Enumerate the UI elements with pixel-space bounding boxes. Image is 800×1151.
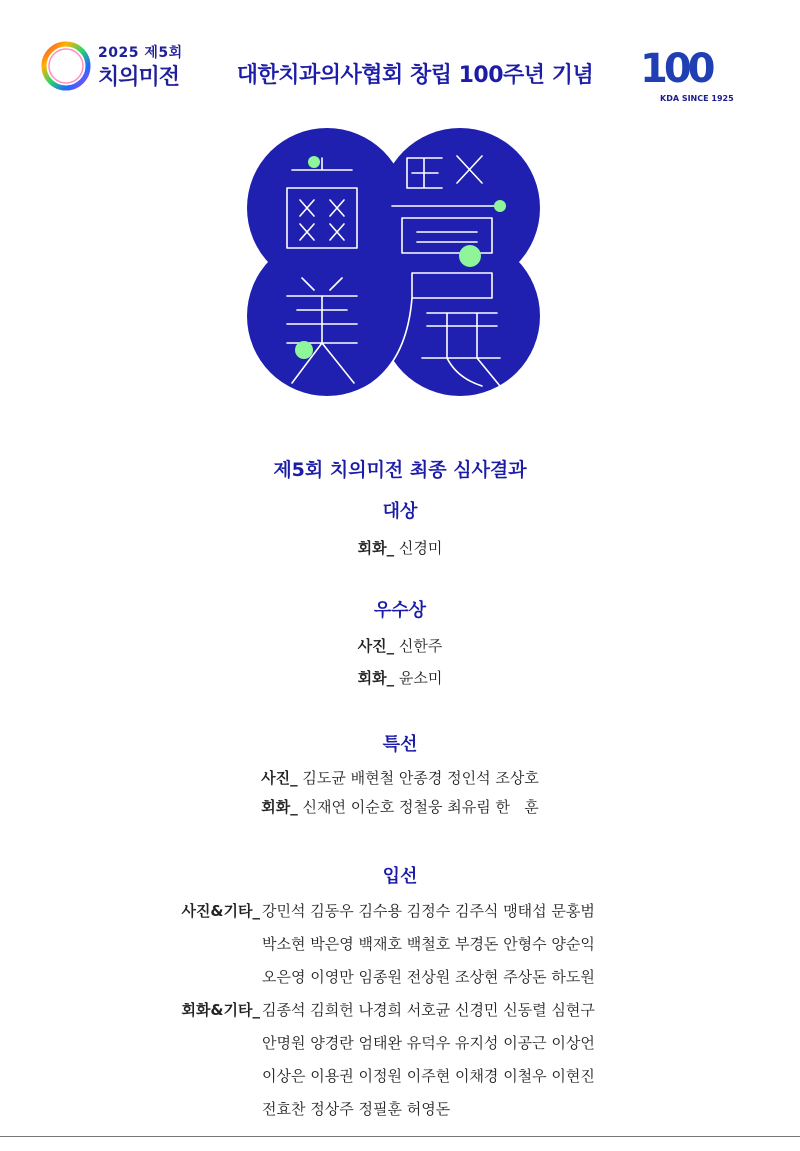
special-entry xyxy=(0,767,800,788)
selected-names-line: 오은영 이영만 임종원 전상원 조상현 주상돈 하도원 xyxy=(262,968,595,986)
bottom-divider xyxy=(0,1136,800,1137)
excellence-entry xyxy=(0,635,800,656)
selected-names-line: 이상은 이용권 이정원 이주현 이채경 이철우 이현진 xyxy=(262,1067,595,1085)
entry-category: 회화_ xyxy=(261,798,298,816)
selected-category-painting: 회화&기타_ xyxy=(181,1001,260,1019)
page-header xyxy=(0,0,800,120)
special-heading: 특선 xyxy=(382,734,418,755)
entry-category: 사진_ xyxy=(357,637,395,655)
entry-category: 회화_ xyxy=(357,669,395,687)
exhibition-logo xyxy=(38,38,188,98)
excellence-heading: 우수상 xyxy=(373,600,427,621)
logo-name: 치의미전 xyxy=(98,65,180,90)
selected-names-line: 전효찬 정상주 정필훈 허영돈 xyxy=(262,1100,451,1118)
excellence-entry xyxy=(0,667,800,688)
entry-names: 신한주 xyxy=(398,637,443,655)
emblem-graphic xyxy=(242,128,562,428)
kda-100-mark: 100 xyxy=(640,46,712,92)
entry-names: 신재연 이순호 정철웅 최유림 한 훈 xyxy=(302,798,539,816)
results-title: 제5회 치의미전 최종 심사결과 xyxy=(273,459,527,481)
grand-prize-entry xyxy=(0,537,800,558)
exhibition-emblem xyxy=(242,128,562,428)
entry-category: 회화_ xyxy=(357,539,395,557)
selected-heading: 입선 xyxy=(382,866,418,887)
selected-names-line: 박소현 박은영 백재호 백철호 부경돈 안형수 양순익 xyxy=(262,935,595,953)
header-title: 대한치과의사협회 창립 100주년 기념 xyxy=(236,63,594,88)
entry-names: 신경미 xyxy=(398,539,443,557)
selected-names-line: 강민석 김동우 김수용 김정수 김주식 맹태섭 문홍범 xyxy=(262,902,595,920)
entry-names: 김도균 배현철 안종경 정인석 조상호 xyxy=(302,769,539,787)
logo-year: 2025 제5회 xyxy=(98,45,183,61)
selected-category-photo: 사진&기타_ xyxy=(181,902,260,920)
selected-names-line: 안명원 양경란 엄태완 유덕우 유지성 이공근 이상언 xyxy=(262,1034,595,1052)
selected-names-line: 김종석 김희헌 나경희 서호균 신경민 신동렬 심현구 xyxy=(262,1001,595,1019)
kda-100-logo xyxy=(640,46,740,106)
special-entry xyxy=(0,796,800,817)
ring-logo-icon xyxy=(38,38,94,94)
grand-prize-heading: 대상 xyxy=(382,501,418,522)
entry-names: 윤소미 xyxy=(398,669,443,687)
entry-category: 사진_ xyxy=(261,769,298,787)
kda-since-text: KDA SINCE 1925 xyxy=(660,94,734,103)
